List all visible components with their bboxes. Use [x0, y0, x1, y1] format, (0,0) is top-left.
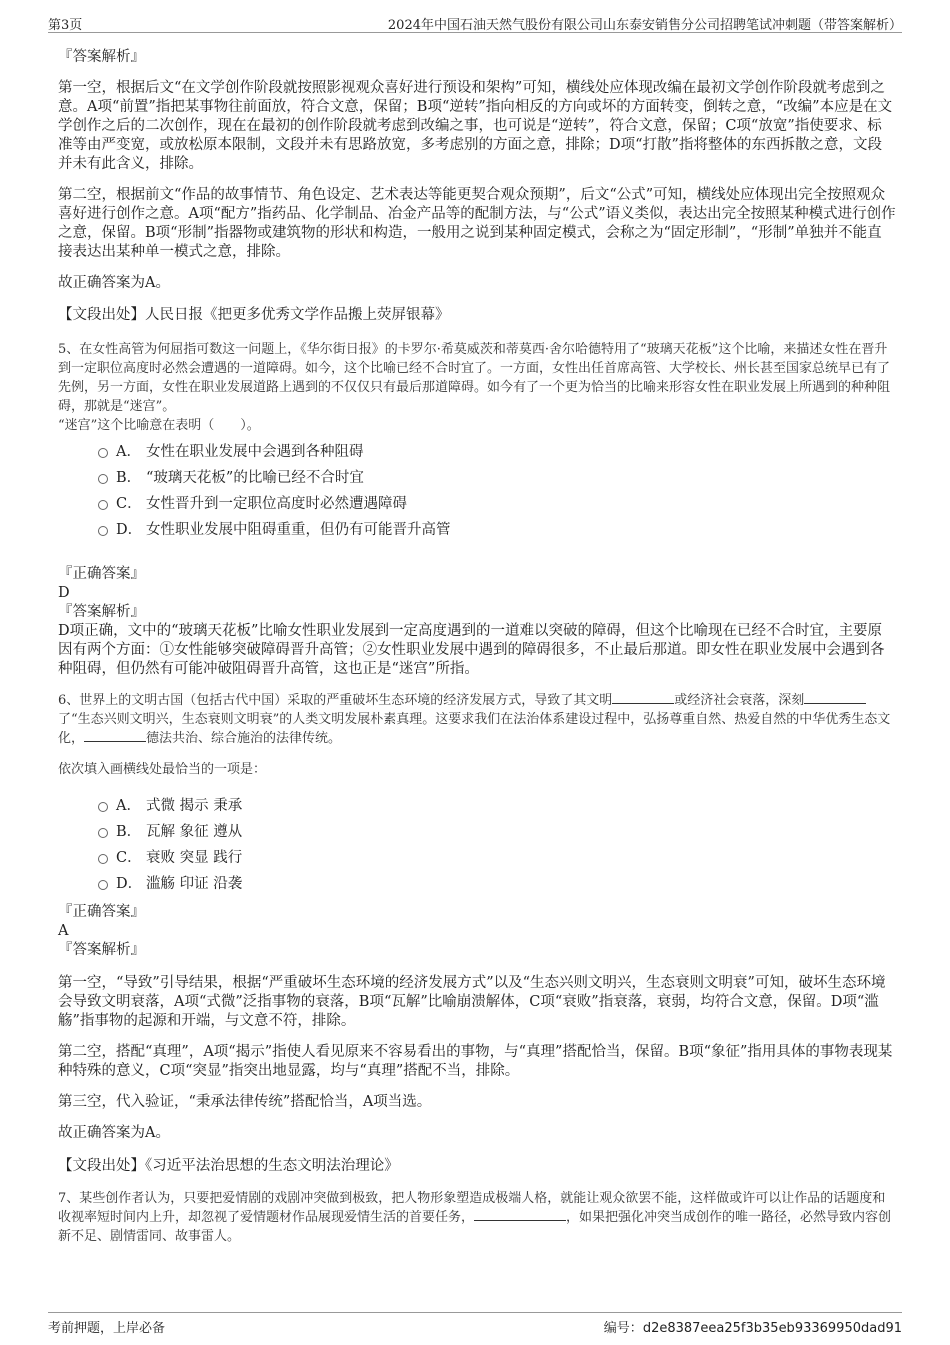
- q5-option-a[interactable]: A． 女性在职业发展中会遇到各种阻碍: [58, 439, 896, 465]
- q6-analysis-p3: 第三空，代入验证，“秉承法律传统”搭配恰当，A项当选。: [58, 1094, 432, 1110]
- document-body: [58, 46, 896, 1246]
- radio-icon[interactable]: [98, 802, 108, 812]
- q5-analysis-label: 『答案解析』: [58, 604, 145, 620]
- blank-2: [804, 691, 866, 704]
- q6-options: [58, 793, 896, 897]
- q6-analysis-p1: 第一空，“导致”引导结果，根据“严重破坏生态环境的经济发展方式”以及“生态兴则文明兴，生态衰则文明衰”可知，破坏生态环境会导致文明衰落，A项“式微”泛指事物的衰落，B项“瓦解”比喻崩溃解体，C项“衰败”指衰落，衰弱，均符合文意，保留。D项“滥觞”指事物的起源和开端，与文意不符，排除。: [58, 975, 886, 1029]
- q5-options: [58, 439, 896, 543]
- q6-conclusion: 故正确答案为A。: [58, 1125, 170, 1141]
- page-number: 第3页: [48, 18, 83, 33]
- q6-stem: 6、世界上的文明古国（包括古代中国）采取的严重破坏生态环境的经济发展方式，导致了其文明 或经济社会衰落，深刻了“生态兴则文明兴，生态衰则文明衰”的人类文明发展朴素真理。这要求我们在法治体系建设过程中，弘扬尊重自然、热爱自然的中华优秀生态文化， 德法共治、综合施治的法律传统。: [58, 693, 891, 746]
- q6-analysis-p2: 第二空，搭配“真理”，A项“揭示”指使人看见原来不容易看出的事物，与“真理”搭配恰当，保留。B项“象征”指用具体的事物表现某种特殊的意义，C项“突显”指突出地显露，均与“真理”搭配不当，排除。: [58, 1044, 893, 1079]
- radio-icon[interactable]: [98, 474, 108, 484]
- q5-question: “迷宫”这个比喻意在表明（ ）。: [58, 418, 260, 433]
- radio-icon[interactable]: [98, 526, 108, 536]
- q6-question: 依次填入画横线处最恰当的一项是：: [58, 762, 267, 777]
- q6-option-c[interactable]: C． 衰败 突显 践行: [58, 845, 896, 871]
- q6-option-a[interactable]: A． 式微 揭示 秉承: [58, 793, 896, 819]
- q5-option-d[interactable]: D． 女性职业发展中阻碍重重，但仍有可能晋升高管: [58, 517, 896, 543]
- q4-analysis-p2: 第二空，根据前文“作品的故事情节、角色设定、艺术表达等能更契合观众预期”，后文“公式”可知，横线处应体现出完全按照观众喜好进行创作之意。A项“配方”指药品、化学制品、冶金产品等的配制方法，与“公式”语义类似，表达出完全按照某种模式进行创作之意，保留。B项“形制”指器物或建筑物的形状和构造，一般用之说到某种固定模式，会称之为“固定形制”，“形制”单独并不能直接表达出某种单一模式之意，排除。: [58, 187, 896, 260]
- q6-analysis-label: 『答案解析』: [58, 942, 145, 958]
- footer-slogan: 考前押题，上岸必备: [48, 1321, 166, 1336]
- q5-option-c[interactable]: C． 女性晋升到一定职位高度时必然遭遇障碍: [58, 491, 896, 517]
- page-footer: [48, 1312, 902, 1337]
- radio-icon[interactable]: [98, 828, 108, 838]
- radio-icon[interactable]: [98, 854, 108, 864]
- q4-conclusion: 故正确答案为A。: [58, 275, 170, 291]
- q5-stem: 5、在女性高管为何屈指可数这一问题上，《华尔街日报》的卡罗尔·希莫威茨和蒂莫西·舍尔哈德特用了“玻璃天花板”这个比喻，来描述女性在晋升到一定职位高度时必然会遭遇的一道障碍。如今，这个比喻已经不合时宜了。一方面，女性出任首席高管、大学校长、州长甚至国家总统早已有了先例，另一方面，女性在职业发展道路上遇到的不仅仅只有最后那道障碍。如今有了一个更为恰当的比喻来形容女性在职业发展上所遇到的种种阻碍，那就是“迷宫”。: [58, 342, 891, 414]
- blank-1: [474, 1208, 566, 1221]
- page-header: [48, 12, 902, 33]
- q6-option-d[interactable]: D． 滥觞 印证 沿袭: [58, 871, 896, 897]
- q7-stem: 7、某些创作者认为，只要把爱情剧的戏剧冲突做到极致，把人物形象塑造成极端人格，就能让观众欲罢不能，这样做或许可以让作品的话题度和收视率短时间内上升，却忽视了爱情题材作品展现爱情生活的首要任务， ，如果把强化冲突当成创作的唯一路径，必然导致内容创新不足、剧情雷同、故事雷人。: [58, 1191, 892, 1244]
- document-title: 2024年中国石油天然气股份有限公司山东泰安销售分公司招聘笔试冲刺题（带答案解析）: [387, 18, 902, 33]
- q6-answer-label: 『正确答案』: [58, 904, 145, 920]
- q6-option-b[interactable]: B． 瓦解 象征 遵从: [58, 819, 896, 845]
- blank-1: [612, 691, 674, 704]
- q4-analysis-label: 『答案解析』: [58, 49, 145, 65]
- q4-source: 【文段出处】人民日报《把更多优秀文学作品搬上荧屏银幕》: [58, 307, 450, 323]
- radio-icon[interactable]: [98, 500, 108, 510]
- q6-answer: A: [58, 923, 69, 939]
- q4-analysis-p1: 第一空，根据后文“在文学创作阶段就按照影视观众喜好进行预设和架构”可知，横线处应体现改编在最初文学创作阶段就考虑到之意。A项“前置”指把某事物往前面放，符合文意，保留；B项“逆转”指向相反的方向或坏的方面转变，倒转之意，“改编”本应是在文学创作之后的二次创作，现在在最初的创作阶段就考虑到改编之事，也可说是“逆转”，符合文意，保留；C项“放宽”指使要求、标准等由严变宽，或放松原本限制，文段并未有思路放宽，多考虑别的方面之意，排除；D项“打散”指将整体的东西拆散之意，文段并未有此含义，排除。: [58, 80, 893, 172]
- q5-answer: D: [58, 585, 70, 601]
- q5-option-b[interactable]: B． “玻璃天花板”的比喻已经不合时宜: [58, 465, 896, 491]
- blank-3: [84, 729, 146, 742]
- q5-answer-label: 『正确答案』: [58, 566, 145, 582]
- q5-analysis: D项正确，文中的“玻璃天花板”比喻女性职业发展到一定高度遇到的一道难以突破的障碍，但这个比喻现在已经不合时宜，主要原因有两个方面：①女性能够突破障碍晋升高管；②女性职业发展中遇到的障碍很多，不止最后那道。即女性在职业发展中会遇到各种阻碍，但仍然有可能冲破阻碍晋升高管，这也正是“迷宫”所指。: [58, 623, 885, 677]
- radio-icon[interactable]: [98, 448, 108, 458]
- q6-source: 【文段出处】《习近平法治思想的生态文明法治理论》: [58, 1158, 399, 1174]
- radio-icon[interactable]: [98, 880, 108, 890]
- document-code: 编号：d2e8387eea25f3b35eb93369950dad91: [603, 1321, 902, 1336]
